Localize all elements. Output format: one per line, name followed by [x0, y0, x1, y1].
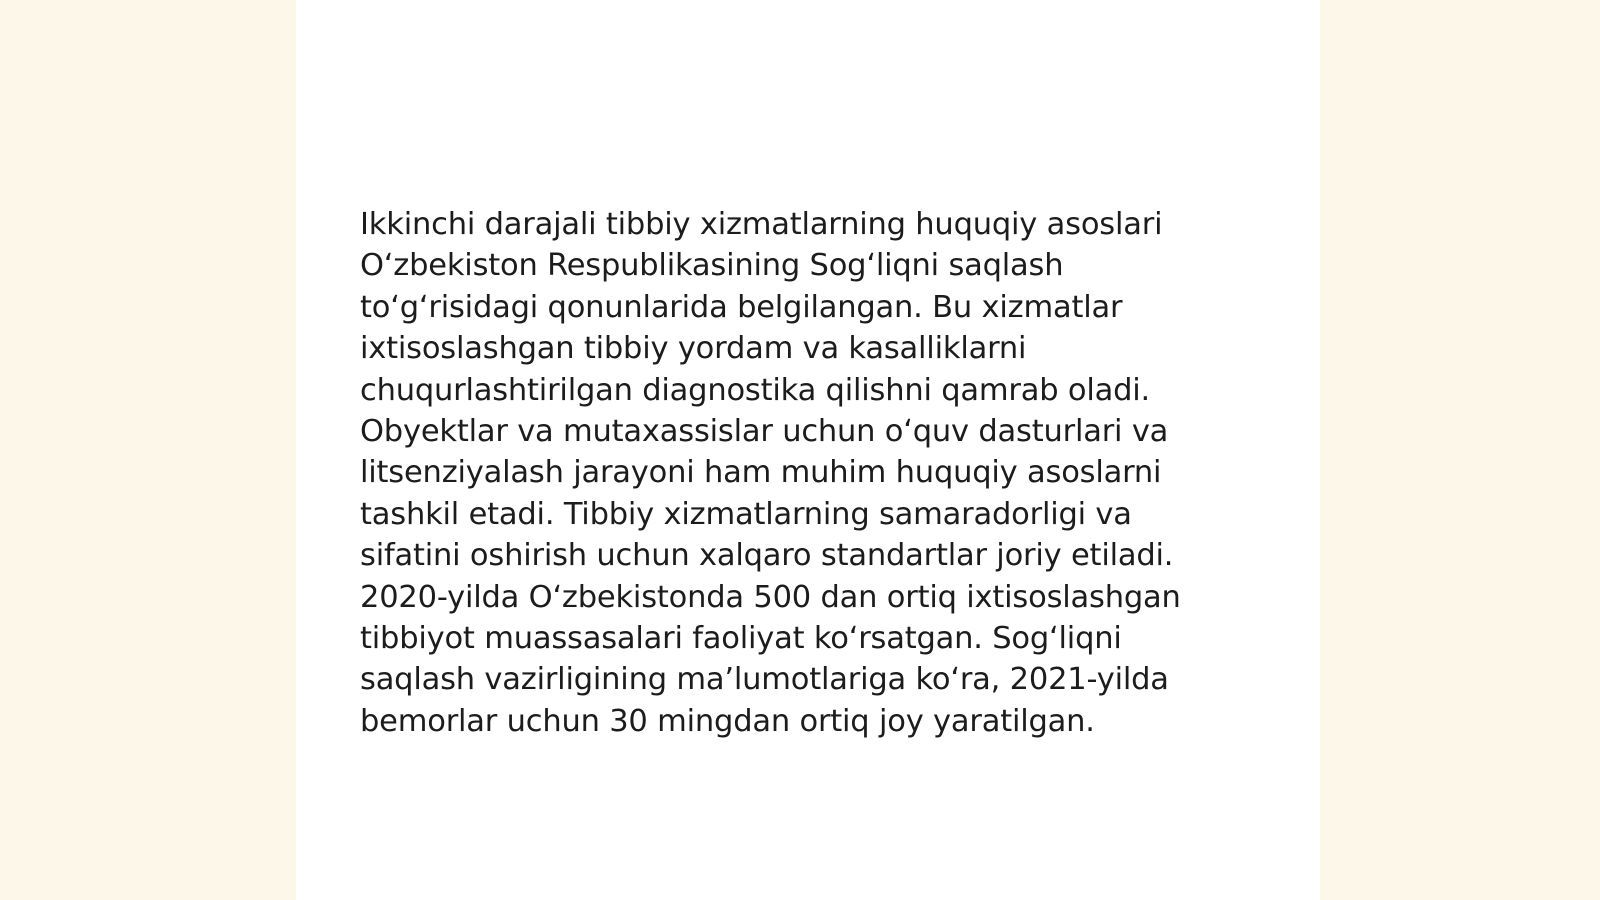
- text-line-4: ixtisoslashgan tibbiy yordam va kasalliklarni: [360, 331, 1027, 367]
- text-line-6: Obyektlar va mutaxassislar uchun o‘quv dasturlari va: [360, 414, 1169, 450]
- text-line-10: 2020-yilda O‘zbekistonda 500 dan ortiq ixtisoslashgan: [360, 579, 1181, 615]
- text-line-5: chuqurlashtirilgan diagnostika qilishni qamrab oladi.: [360, 372, 1151, 408]
- text-line-7: litsenziyalash jarayoni ham muhim huquqiy asoslarni: [360, 455, 1162, 491]
- body-paragraph: [360, 204, 1260, 742]
- text-line-12: saqlash vazirligining ma’lumotlariga ko‘ra, 2021-yilda: [360, 662, 1169, 698]
- text-line-13: bemorlar uchun 30 mingdan ortiq joy yaratilgan.: [360, 703, 1095, 739]
- text-line-3: to‘g‘risidagi qonunlarida belgilangan. Bu xizmatlar: [360, 289, 1123, 325]
- text-line-11: tibbiyot muassasalari faoliyat ko‘rsatgan. Sog‘liqni: [360, 621, 1122, 657]
- slide: [296, 0, 1320, 900]
- text-line-9: sifatini oshirish uchun xalqaro standartlar joriy etiladi.: [360, 538, 1174, 574]
- text-line-8: tashkil etadi. Tibbiy xizmatlarning samaradorligi va: [360, 496, 1132, 532]
- text-line-2: O‘zbekiston Respublikasining Sog‘liqni saqlash: [360, 248, 1064, 284]
- text-line-1: Ikkinchi darajali tibbiy xizmatlarning huquqiy asoslari: [360, 207, 1163, 242]
